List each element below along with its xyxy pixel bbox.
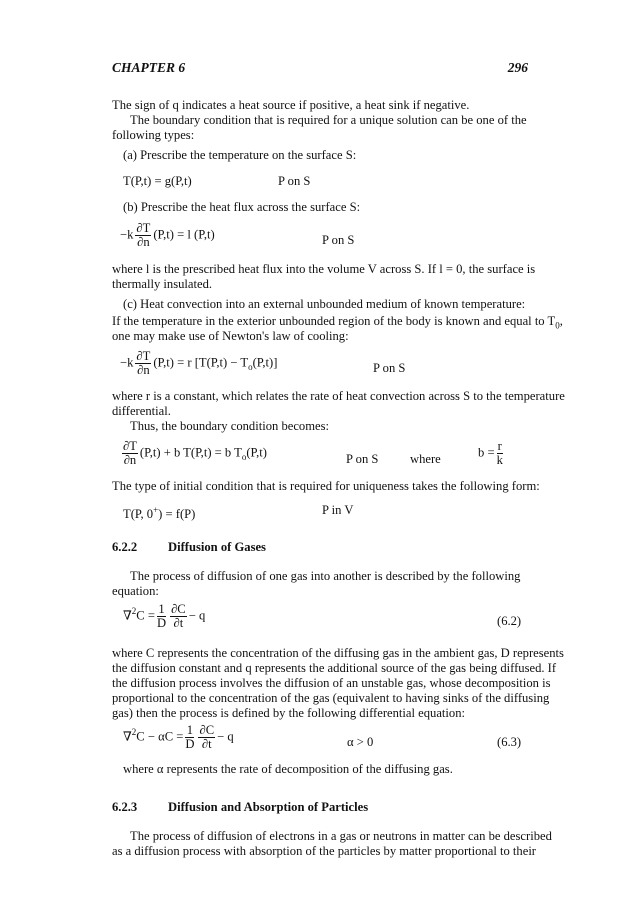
case-a-label: (a) Prescribe the temperature on the surface S: (123, 148, 357, 162)
case-c-label: (c) Heat convection into an external unbounded medium of known temperature: (123, 297, 526, 311)
section-heading-6-2-2: 6.2.2 Diffusion of Gases (112, 540, 266, 554)
equation-initial: T(P, 0+) = f(P) (123, 505, 196, 522)
equation-c: −k $\frac{\partial T}{\partial n}$ (P,t) = r $[T(P,t) - T_o(P,t)]$ (120, 349, 278, 377)
text-line: The type of initial condition that is required for uniqueness takes the following form: (112, 479, 540, 493)
text-line: The sign of q indicates a heat source if positive, a heat sink if negative. (112, 98, 470, 112)
text-line: as a diffusion process with absorption of the particles by matter proportional to their (112, 844, 537, 858)
equation-a: T(P,t) = g(P,t) (123, 174, 192, 188)
text-line: the diffusion process involves the diffusion of an unstable gas, whose decomposition is (112, 676, 551, 690)
text-line: The process of diffusion of electrons in a gas or neutrons in matter can be described (130, 829, 552, 843)
text-line: proportional to the concentration of the gas (equivalent to having sinks of the diffusing (112, 691, 550, 705)
page-number: 296 (507, 60, 528, 75)
equation-initial-condition: P in V (322, 503, 354, 517)
equation-d-condition: P on S (346, 452, 379, 466)
text-line: The process of diffusion of one gas into another is described by the following (130, 569, 521, 583)
text-line: where l is the prescribed heat flux into the volume V across S. If l = 0, the surface is (112, 262, 536, 276)
text-line: where α represents the rate of decomposition of the diffusing gas. (123, 762, 453, 776)
text-line: The boundary condition that is required for a unique solution can be one of the (130, 113, 527, 127)
equation-6-3-tag: (6.3) (497, 735, 522, 749)
text-line: the diffusion constant and q represents the additional source of the gas being diffused. If (112, 661, 557, 675)
equation-6-2: ∇$^2$C = $\frac{1}{D}$ $\frac{\partial C}{\partial t}$ − q (123, 602, 206, 630)
text-line: Thus, the boundary condition becomes: (130, 419, 330, 433)
text-line: where r is a constant, which relates the rate of heat convection across S to the temperature (112, 389, 565, 403)
equation-c-condition: P on S (373, 361, 406, 375)
text-line: one may make use of Newton's law of cooling: (112, 329, 349, 343)
text-line: equation: (112, 584, 159, 598)
text-line: If the temperature in the exterior unbounded region of the body is known and equal to $T_0$, (112, 314, 563, 331)
text-line: where C represents the concentration of the diffusing gas in the ambient gas, D represents (112, 646, 564, 660)
equation-a-condition: P on S (278, 174, 311, 188)
equation-6-2-tag: (6.2) (497, 614, 522, 628)
equation-d: $\frac{\partial T}{\partial n}$ (P,t) + b T(P,t) = b $T_o(P,t)$ (123, 439, 267, 467)
text-line: thermally insulated. (112, 277, 213, 291)
text-line: following types: (112, 128, 195, 142)
equation-d-where: where (410, 452, 441, 466)
equation-b: −k $\frac{\partial T}{\partial n}$ (P,t) = l (P,t) (120, 221, 215, 249)
text-line: gas) then the process is defined by the following differential equation: (112, 706, 465, 720)
text-line: differential. (112, 404, 171, 418)
equation-d-b-definition: b = $\frac{r}{k}$ (478, 439, 503, 467)
equation-6-3-condition: α > 0 (347, 735, 374, 749)
equation-b-condition: P on S (322, 233, 355, 247)
case-b-label: (b) Prescribe the heat flux across the surface S: (123, 200, 361, 214)
chapter-header: CHAPTER 6 (112, 60, 186, 75)
section-heading-6-2-3: 6.2.3 Diffusion and Absorption of Particles (112, 800, 369, 814)
equation-6-3: ∇$^2$C − αC = $\frac{1}{D}$ $\frac{\partial C}{\partial t}$ − q (123, 723, 234, 751)
